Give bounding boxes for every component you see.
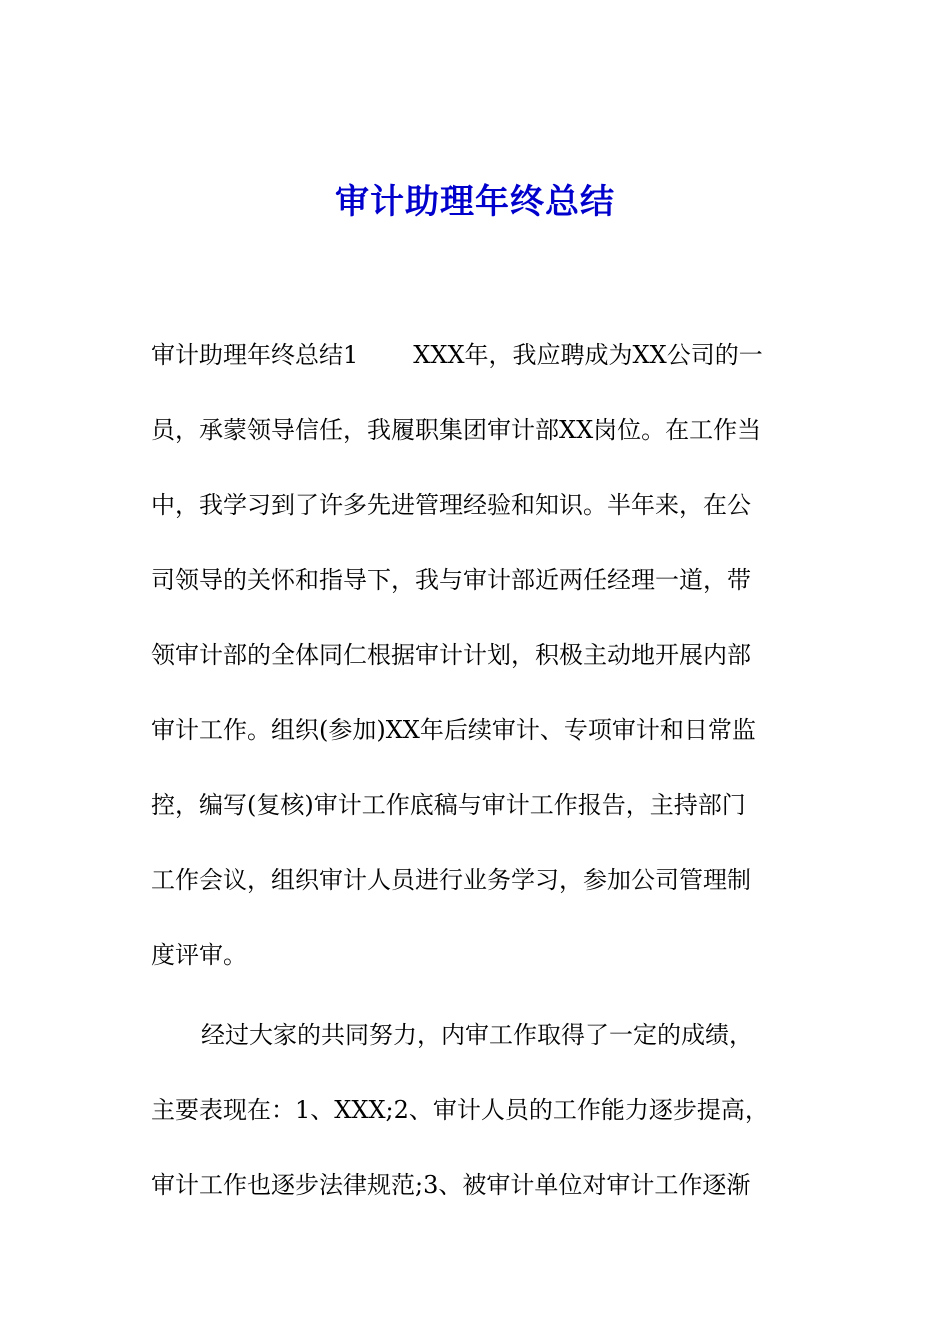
- paragraph-2-line-1-text: 经过大家的共同努力，内审工作取得了一定的成绩，: [201, 1021, 753, 1049]
- paragraph-1-line-3: 中，我学习到了许多先进管理经验和知识。半年来，在公: [151, 491, 751, 519]
- paragraph-1-line-6: 审计工作。组织(参加)XX年后续审计、专项审计和日常监: [151, 716, 756, 744]
- section-heading: 审计助理年终总结1: [151, 341, 359, 369]
- document-body: [151, 332, 801, 1237]
- paragraph-2-line-3: 审计工作也逐步法律规范;3、被审计单位对审计工作逐渐: [151, 1171, 751, 1199]
- paragraph-1-line-1-text: XXX年，我应聘成为XX公司的一: [413, 341, 763, 369]
- paragraph-1-line-2: 员，承蒙领导信任，我履职集团审计部XX岗位。在工作当: [151, 416, 762, 444]
- paragraph-1-line-5: 领审计部的全体同仁根据审计计划，积极主动地开展内部: [151, 641, 751, 669]
- paragraph-1-line-7: 控，编写(复核)审计工作底稿与审计工作报告，主持部门: [151, 791, 746, 819]
- paragraph-2-line-2: 主要表现在：1、XXX;2、审计人员的工作能力逐步提高，: [151, 1096, 769, 1124]
- paragraph-2-line-1: [151, 1012, 801, 1087]
- paragraph-1-line-1: [151, 332, 801, 407]
- paragraph-1-line-4: 司领导的关怀和指导下，我与审计部近两任经理一道，带: [151, 566, 751, 594]
- paragraph-1-line-9: 度评审。: [151, 941, 247, 969]
- document-title: 审计助理年终总结: [335, 182, 615, 222]
- paragraph-1-line-8: 工作会议，组织审计人员进行业务学习，参加公司管理制: [151, 866, 751, 894]
